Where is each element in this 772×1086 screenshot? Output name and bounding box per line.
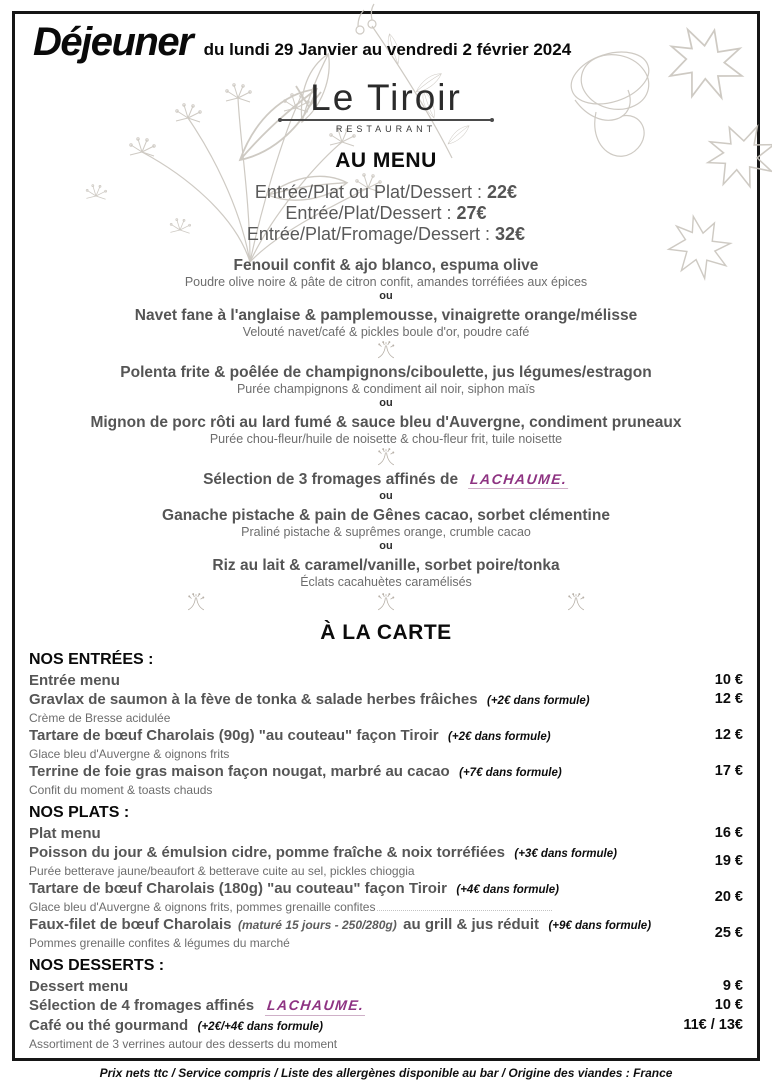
formula-note: (+2€ dans formule) <box>487 695 590 707</box>
section-desserts <box>29 956 743 1052</box>
formula-note: (+2€/+4€ dans formule) <box>197 1021 323 1033</box>
dish-title: Polenta frite & poêlée de champignons/ciboulette, jus légumes/estragon <box>120 364 652 381</box>
item-subtitle: Pommes grenaille confites & légumes du marché <box>29 936 290 950</box>
item-name: Faux-filet de bœuf Charolais <box>29 916 232 933</box>
menu-page <box>15 14 757 1058</box>
logo-subtitle: RESTAURANT <box>335 124 437 134</box>
page-title: Déjeuner <box>33 20 193 64</box>
sprig-icon <box>181 593 211 611</box>
dish-subtitle: Purée champignons & condiment ail noir, siphon maïs <box>236 382 536 396</box>
sprig-icon <box>371 593 401 611</box>
section-heading: NOS DESSERTS : <box>29 957 165 974</box>
sprig-divider <box>29 341 743 359</box>
formula-price: 32€ <box>495 224 526 244</box>
sprig-icon <box>371 341 401 359</box>
sprig-icon <box>561 593 591 611</box>
item-name: Plat menu <box>29 825 101 842</box>
formula-label: Entrée/Plat/Fromage/Dessert : <box>246 224 491 244</box>
carte-heading: À LA CARTE <box>320 621 452 644</box>
dish <box>29 257 743 289</box>
item-price: 19 € <box>714 852 743 869</box>
page-header <box>33 20 743 65</box>
dish-title: Ganache pistache & pain de Gênes cacao, sorbet clémentine <box>162 507 610 524</box>
dish <box>29 307 743 339</box>
item-name: Terrine de foie gras maison façon nougat, marbré au cacao <box>29 763 450 780</box>
item-subtitle: Purée betterave jaune/beaufort & betterave cuite au sel, pickles chioggia <box>29 864 415 878</box>
dish <box>29 364 743 396</box>
maturation-note: (maturé 15 jours - 250/280g) <box>237 918 397 932</box>
sprig-divider <box>29 448 743 466</box>
dish <box>29 471 743 489</box>
dish-subtitle: Éclats cacahuètes caramélisés <box>300 575 472 589</box>
item-subtitle: Assortiment de 3 verrines autour des desserts du moment <box>29 1037 338 1051</box>
item-price: 10 € <box>714 997 743 1013</box>
item-name: Gravlax de saumon à la fève de tonka & salade herbes frâiches <box>29 691 478 708</box>
formula-line <box>29 224 743 245</box>
menu-item-row <box>29 996 743 1016</box>
item-price: 10 € <box>714 672 743 688</box>
item-price: 12 € <box>714 727 743 743</box>
logo-divider <box>280 119 492 121</box>
item-price: 25 € <box>714 924 743 941</box>
formula-price: 22€ <box>487 182 518 202</box>
or-divider: ou <box>379 397 393 409</box>
item-name: Tartare de bœuf Charolais (90g) "au couteau" façon Tiroir <box>29 727 439 744</box>
or-divider: ou <box>379 540 393 552</box>
item-subtitle: Glace bleu d'Auvergne & oignons frits, pommes grenaille confites <box>29 900 376 914</box>
restaurant-logo <box>29 79 743 134</box>
menu-item-row <box>29 690 743 726</box>
item-price: 9 € <box>722 978 743 994</box>
menu-item-row <box>29 977 743 996</box>
item-subtitle: Confit du moment & toasts chauds <box>29 783 213 797</box>
formula-note: (+3€ dans formule) <box>514 848 617 860</box>
item-name: Café ou thé gourmand <box>29 1017 189 1034</box>
item-price: 20 € <box>714 888 743 905</box>
menu-item-row <box>29 824 743 843</box>
date-range: du lundi 29 Janvier au vendredi 2 février 2024 <box>203 40 572 59</box>
item-subtitle: Crème de Bresse acidulée <box>29 711 171 725</box>
formula-label: Entrée/Plat ou Plat/Dessert : <box>254 182 483 202</box>
dish-title-text: Sélection de 3 fromages affinés de <box>203 471 459 488</box>
sprig-icon <box>371 448 401 466</box>
or-divider: ou <box>379 290 393 302</box>
item-name: Poisson du jour & émulsion cidre, pomme fraîche & noix torréfiées <box>29 844 505 861</box>
item-name: Dessert menu <box>29 978 129 995</box>
formula-line <box>29 203 743 224</box>
menu-item-row <box>29 762 743 798</box>
dish-title: Fenouil confit & ajo blanco, espuma olive <box>233 257 539 274</box>
dish <box>29 557 743 589</box>
dish-title: Navet fane à l'anglaise & pamplemousse, vinaigrette orange/mélisse <box>134 307 638 324</box>
dish-subtitle: Praliné pistache & suprêmes orange, crumble cacao <box>241 525 531 539</box>
formula-note: (+7€ dans formule) <box>459 767 562 779</box>
menu-item-row <box>29 843 743 879</box>
formula-note: (+9€ dans formule) <box>548 920 652 932</box>
formula-note: (+2€ dans formule) <box>448 731 551 743</box>
dish-subtitle: Velouté navet/café & pickles boule d'or, poudre café <box>242 325 530 339</box>
sprig-divider-row <box>29 593 743 613</box>
brand-lachaume: LACHAUME. <box>469 471 569 487</box>
item-price: 17 € <box>714 763 743 779</box>
item-name: Entrée menu <box>29 672 120 689</box>
menu-item-row <box>29 915 743 951</box>
item-name: Tartare de bœuf Charolais (180g) "au couteau" façon Tiroir <box>29 880 447 897</box>
item-name: Sélection de 4 fromages affinés <box>29 997 255 1014</box>
menu-item-row <box>29 879 743 915</box>
brand-lachaume: LACHAUME. <box>264 996 366 1016</box>
item-price: 11€ / 13€ <box>683 1017 743 1033</box>
section-entrees <box>29 650 743 798</box>
formula-label: Entrée/Plat/Dessert : <box>285 203 452 223</box>
menu-heading: AU MENU <box>335 149 437 172</box>
item-name-suffix: au grill & jus réduit <box>403 916 540 933</box>
menu-item-row <box>29 1016 743 1052</box>
menu-item-row <box>29 671 743 690</box>
dish-title: Riz au lait & caramel/vanille, sorbet poire/tonka <box>212 557 560 574</box>
menu-item-row <box>29 726 743 762</box>
section-heading: NOS PLATS : <box>29 804 130 821</box>
dish-title: Mignon de porc rôti au lard fumé & sauce bleu d'Auvergne, condiment pruneaux <box>90 414 682 431</box>
or-divider: ou <box>379 490 393 502</box>
dish-subtitle: Poudre olive noire & pâte de citron confit, amandes torréfiées aux épices <box>184 275 588 289</box>
section-plats <box>29 803 743 951</box>
section-heading: NOS ENTRÉES : <box>29 651 154 668</box>
dish-title <box>29 471 743 489</box>
dotted-separator <box>377 907 552 911</box>
dish <box>29 507 743 539</box>
dish <box>29 414 743 446</box>
footer-note: Prix nets ttc / Service compris / Liste des allergènes disponible au bar / Origine des viandes : France <box>99 1066 673 1080</box>
item-price: 12 € <box>714 691 743 707</box>
formula-note: (+4€ dans formule) <box>456 884 559 896</box>
item-subtitle: Glace bleu d'Auvergne & oignons frits <box>29 747 230 761</box>
logo-name: Le Tiroir <box>310 77 462 118</box>
item-price: 16 € <box>714 825 743 841</box>
dish-subtitle: Purée chou-fleur/huile de noisette & chou-fleur frit, tuile noisette <box>209 432 563 446</box>
formula-line <box>29 182 743 203</box>
formula-price: 27€ <box>456 203 487 223</box>
